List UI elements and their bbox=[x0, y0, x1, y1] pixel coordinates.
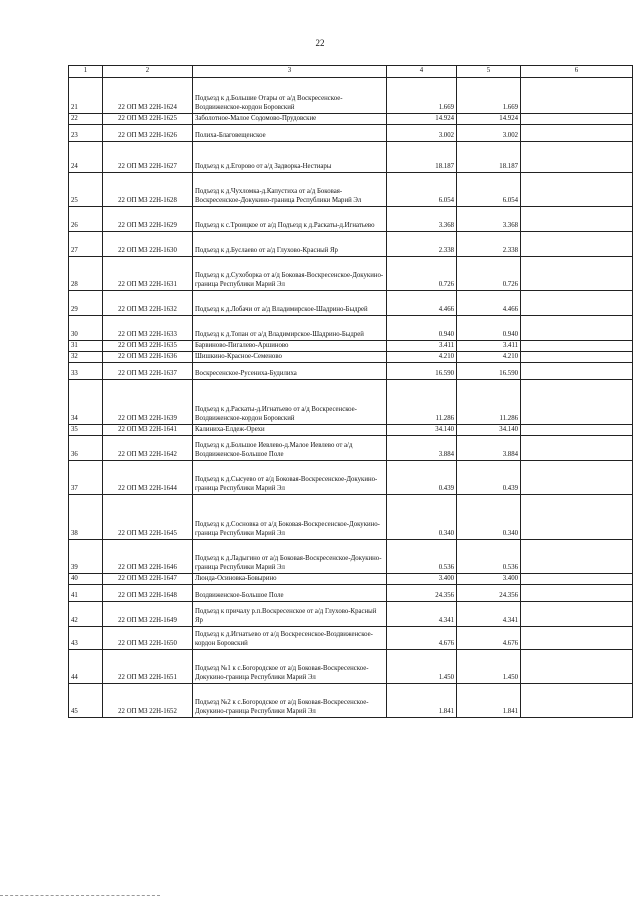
table-body bbox=[69, 78, 633, 718]
row-number: 32 bbox=[69, 352, 103, 363]
column-header: 5 bbox=[457, 66, 521, 78]
road-code: 22 ОП МЗ 22Н-1652 bbox=[103, 684, 193, 718]
length-value: 4.210 bbox=[387, 352, 457, 363]
row-number: 26 bbox=[69, 207, 103, 232]
row-number: 31 bbox=[69, 341, 103, 352]
length-value-2: 34.140 bbox=[457, 425, 521, 436]
table-row bbox=[69, 425, 633, 436]
length-value: 3.400 bbox=[387, 574, 457, 585]
table-row bbox=[69, 316, 633, 341]
notes-cell bbox=[521, 125, 633, 142]
length-value: 0.536 bbox=[387, 540, 457, 574]
road-code: 22 ОП МЗ 22Н-1631 bbox=[103, 257, 193, 291]
road-code: 22 ОП МЗ 22Н-1646 bbox=[103, 540, 193, 574]
road-name: Подъезд к д.Сысуево от а/д Боковая-Воскресенское-Докукино-граница Республики Марий Эл bbox=[193, 461, 387, 495]
road-code: 22 ОП МЗ 22Н-1629 bbox=[103, 207, 193, 232]
road-name: Барвиново-Пигалево-Аршиново bbox=[193, 341, 387, 352]
notes-cell bbox=[521, 352, 633, 363]
length-value-2: 2.338 bbox=[457, 232, 521, 257]
row-number: 42 bbox=[69, 602, 103, 627]
table-row bbox=[69, 257, 633, 291]
table-row bbox=[69, 380, 633, 425]
length-value: 4.466 bbox=[387, 291, 457, 316]
notes-cell bbox=[521, 436, 633, 461]
table-row bbox=[69, 684, 633, 718]
notes-cell bbox=[521, 380, 633, 425]
road-name: Подъезд к д.Игнатьево от а/д Воскресенское-Воздвиженское-кордон Боровский bbox=[193, 627, 387, 650]
table-row bbox=[69, 341, 633, 352]
road-name: Заболотное-Малое Содомово-Прудовские bbox=[193, 114, 387, 125]
length-value-2: 14.924 bbox=[457, 114, 521, 125]
length-value: 1.450 bbox=[387, 650, 457, 684]
length-value: 2.338 bbox=[387, 232, 457, 257]
header-row bbox=[69, 66, 633, 78]
road-code: 22 ОП МЗ 22Н-1627 bbox=[103, 142, 193, 173]
length-value: 1.841 bbox=[387, 684, 457, 718]
length-value: 14.924 bbox=[387, 114, 457, 125]
table-row bbox=[69, 173, 633, 207]
notes-cell bbox=[521, 114, 633, 125]
length-value: 3.411 bbox=[387, 341, 457, 352]
table-row bbox=[69, 232, 633, 257]
row-number: 24 bbox=[69, 142, 103, 173]
road-code: 22 ОП МЗ 22Н-1628 bbox=[103, 173, 193, 207]
length-value: 34.140 bbox=[387, 425, 457, 436]
road-code: 22 ОП МЗ 22Н-1625 bbox=[103, 114, 193, 125]
notes-cell bbox=[521, 78, 633, 114]
table-row bbox=[69, 114, 633, 125]
length-value-2: 11.286 bbox=[457, 380, 521, 425]
road-name: Подъезд к причалу р.п.Воскресенское от а/д Глухово-Красный Яр bbox=[193, 602, 387, 627]
length-value: 4.676 bbox=[387, 627, 457, 650]
road-code: 22 ОП МЗ 22Н-1633 bbox=[103, 316, 193, 341]
length-value-2: 6.054 bbox=[457, 173, 521, 207]
road-code: 22 ОП МЗ 22Н-1650 bbox=[103, 627, 193, 650]
column-header: 2 bbox=[103, 66, 193, 78]
length-value-2: 4.466 bbox=[457, 291, 521, 316]
length-value-2: 0.340 bbox=[457, 495, 521, 540]
road-code: 22 ОП МЗ 22Н-1632 bbox=[103, 291, 193, 316]
road-name: Подъезд к д.Чухломка-д.Капустиха от а/д Боковая-Воскресенское-Докукино-граница Республики Марий Эл bbox=[193, 173, 387, 207]
length-value-2: 3.400 bbox=[457, 574, 521, 585]
road-name: Подъезд №2 к с.Богородское от а/д Боковая-Воскресенское-Докукино-граница Республики Марий Эл bbox=[193, 684, 387, 718]
length-value-2: 4.210 bbox=[457, 352, 521, 363]
road-code: 22 ОП МЗ 22Н-1635 bbox=[103, 341, 193, 352]
notes-cell bbox=[521, 425, 633, 436]
row-number: 33 bbox=[69, 363, 103, 380]
notes-cell bbox=[521, 495, 633, 540]
row-number: 39 bbox=[69, 540, 103, 574]
length-value-2: 4.341 bbox=[457, 602, 521, 627]
row-number: 23 bbox=[69, 125, 103, 142]
road-code: 22 ОП МЗ 22Н-1630 bbox=[103, 232, 193, 257]
length-value-2: 3.002 bbox=[457, 125, 521, 142]
length-value: 0.940 bbox=[387, 316, 457, 341]
table-row bbox=[69, 142, 633, 173]
length-value-2: 0.940 bbox=[457, 316, 521, 341]
notes-cell bbox=[521, 461, 633, 495]
table-row bbox=[69, 650, 633, 684]
length-value-2: 4.676 bbox=[457, 627, 521, 650]
length-value: 1.669 bbox=[387, 78, 457, 114]
notes-cell bbox=[521, 574, 633, 585]
length-value-2: 3.884 bbox=[457, 436, 521, 461]
road-name: Подъезд к д.Егорово от а/д Задворка-Нестиары bbox=[193, 142, 387, 173]
road-name: Подъезд к д.Раскаты-д.Игнатьево от а/д Воскресенское-Воздвиженское-кордон Боровский bbox=[193, 380, 387, 425]
row-number: 29 bbox=[69, 291, 103, 316]
road-name: Подъезд к д.Сосновка от а/д Боковая-Воскресенское-Докукино-граница Республики Марий Эл bbox=[193, 495, 387, 540]
length-value-2: 16.590 bbox=[457, 363, 521, 380]
road-name: Подъезд к д.Большое Иевлево-д.Малое Иевлево от а/д Воздвиженское-Большое Поле bbox=[193, 436, 387, 461]
length-value-2: 1.841 bbox=[457, 684, 521, 718]
notes-cell bbox=[521, 207, 633, 232]
road-name: Полиха-Благовещенское bbox=[193, 125, 387, 142]
length-value: 11.286 bbox=[387, 380, 457, 425]
table-row bbox=[69, 574, 633, 585]
road-name: Люнда-Осиновка-Бовырино bbox=[193, 574, 387, 585]
road-code: 22 ОП МЗ 22Н-1648 bbox=[103, 585, 193, 602]
row-number: 41 bbox=[69, 585, 103, 602]
column-header: 4 bbox=[387, 66, 457, 78]
road-code: 22 ОП МЗ 22Н-1639 bbox=[103, 380, 193, 425]
road-name: Воздвиженское-Большое Поле bbox=[193, 585, 387, 602]
length-value-2: 24.356 bbox=[457, 585, 521, 602]
row-number: 30 bbox=[69, 316, 103, 341]
page-number: 22 bbox=[315, 38, 325, 48]
footer-divider bbox=[0, 895, 160, 897]
table-row bbox=[69, 540, 633, 574]
road-name: Подъезд к д.Сухоборка от а/д Боковая-Воскресенское-Докукино-граница Республики Марий Эл bbox=[193, 257, 387, 291]
notes-cell bbox=[521, 173, 633, 207]
road-code: 22 ОП МЗ 22Н-1649 bbox=[103, 602, 193, 627]
roads-table bbox=[68, 65, 633, 718]
length-value-2: 18.187 bbox=[457, 142, 521, 173]
road-code: 22 ОП МЗ 22Н-1641 bbox=[103, 425, 193, 436]
notes-cell bbox=[521, 540, 633, 574]
road-name: Подъезд к д.Лобачи от а/д Владимирское-Шадрино-Быдрей bbox=[193, 291, 387, 316]
row-number: 34 bbox=[69, 380, 103, 425]
notes-cell bbox=[521, 585, 633, 602]
road-name: Калиниха-Елдеж-Орехи bbox=[193, 425, 387, 436]
road-code: 22 ОП МЗ 22Н-1644 bbox=[103, 461, 193, 495]
notes-cell bbox=[521, 602, 633, 627]
notes-cell bbox=[521, 341, 633, 352]
row-number: 21 bbox=[69, 78, 103, 114]
road-name: Воскресенское-Русениха-Будилиха bbox=[193, 363, 387, 380]
column-header: 6 bbox=[521, 66, 633, 78]
column-header: 1 bbox=[69, 66, 103, 78]
road-name: Подъезд №1 к с.Богородское от а/д Боковая-Воскресенское-Докукино-граница Республики Марий Эл bbox=[193, 650, 387, 684]
table-row bbox=[69, 461, 633, 495]
length-value-2: 1.669 bbox=[457, 78, 521, 114]
length-value: 24.356 bbox=[387, 585, 457, 602]
road-code: 22 ОП МЗ 22Н-1651 bbox=[103, 650, 193, 684]
length-value-2: 3.368 bbox=[457, 207, 521, 232]
row-number: 43 bbox=[69, 627, 103, 650]
length-value: 0.439 bbox=[387, 461, 457, 495]
road-name: Подъезд к д.Ладыгино от а/д Боковая-Воскресенское-Докукино-граница Республики Марий Эл bbox=[193, 540, 387, 574]
row-number: 45 bbox=[69, 684, 103, 718]
row-number: 28 bbox=[69, 257, 103, 291]
row-number: 40 bbox=[69, 574, 103, 585]
notes-cell bbox=[521, 257, 633, 291]
row-number: 36 bbox=[69, 436, 103, 461]
road-name: Подъезд к д.Буслаево от а/д Глухово-Красный Яр bbox=[193, 232, 387, 257]
length-value: 16.590 bbox=[387, 363, 457, 380]
length-value: 3.002 bbox=[387, 125, 457, 142]
road-code: 22 ОП МЗ 22Н-1637 bbox=[103, 363, 193, 380]
road-code: 22 ОП МЗ 22Н-1647 bbox=[103, 574, 193, 585]
table-row bbox=[69, 363, 633, 380]
road-code: 22 ОП МЗ 22Н-1645 bbox=[103, 495, 193, 540]
road-code: 22 ОП МЗ 22Н-1642 bbox=[103, 436, 193, 461]
length-value: 3.368 bbox=[387, 207, 457, 232]
row-number: 37 bbox=[69, 461, 103, 495]
notes-cell bbox=[521, 684, 633, 718]
road-name: Шишкино-Красное-Семеново bbox=[193, 352, 387, 363]
notes-cell bbox=[521, 627, 633, 650]
road-code: 22 ОП МЗ 22Н-1626 bbox=[103, 125, 193, 142]
notes-cell bbox=[521, 650, 633, 684]
table-row bbox=[69, 78, 633, 114]
table-row bbox=[69, 125, 633, 142]
length-value: 0.340 bbox=[387, 495, 457, 540]
row-number: 25 bbox=[69, 173, 103, 207]
row-number: 35 bbox=[69, 425, 103, 436]
road-name: Подъезд к д.Большие Отары от а/д Воскресенское-Воздвиженское-кордон Боровский bbox=[193, 78, 387, 114]
row-number: 27 bbox=[69, 232, 103, 257]
length-value: 6.054 bbox=[387, 173, 457, 207]
length-value: 0.726 bbox=[387, 257, 457, 291]
notes-cell bbox=[521, 363, 633, 380]
road-name: Подъезд к д.Топан от а/д Владимирское-Шадрино-Быдрей bbox=[193, 316, 387, 341]
row-number: 22 bbox=[69, 114, 103, 125]
length-value-2: 0.726 bbox=[457, 257, 521, 291]
notes-cell bbox=[521, 316, 633, 341]
length-value-2: 0.536 bbox=[457, 540, 521, 574]
table-row bbox=[69, 627, 633, 650]
table-row bbox=[69, 207, 633, 232]
length-value: 3.884 bbox=[387, 436, 457, 461]
road-name: Подъезд к с.Троицкое от а/д Подъезд к д.Раскаты-д.Игнатьево bbox=[193, 207, 387, 232]
road-code: 22 ОП МЗ 22Н-1636 bbox=[103, 352, 193, 363]
row-number: 38 bbox=[69, 495, 103, 540]
row-number: 44 bbox=[69, 650, 103, 684]
length-value: 18.187 bbox=[387, 142, 457, 173]
length-value-2: 0.439 bbox=[457, 461, 521, 495]
table-row bbox=[69, 602, 633, 627]
table-row bbox=[69, 585, 633, 602]
length-value: 4.341 bbox=[387, 602, 457, 627]
road-code: 22 ОП МЗ 22Н-1624 bbox=[103, 78, 193, 114]
table-row bbox=[69, 436, 633, 461]
length-value-2: 1.450 bbox=[457, 650, 521, 684]
table-row bbox=[69, 495, 633, 540]
notes-cell bbox=[521, 291, 633, 316]
length-value-2: 3.411 bbox=[457, 341, 521, 352]
notes-cell bbox=[521, 232, 633, 257]
column-header: 3 bbox=[193, 66, 387, 78]
notes-cell bbox=[521, 142, 633, 173]
table-row bbox=[69, 352, 633, 363]
table-row bbox=[69, 291, 633, 316]
